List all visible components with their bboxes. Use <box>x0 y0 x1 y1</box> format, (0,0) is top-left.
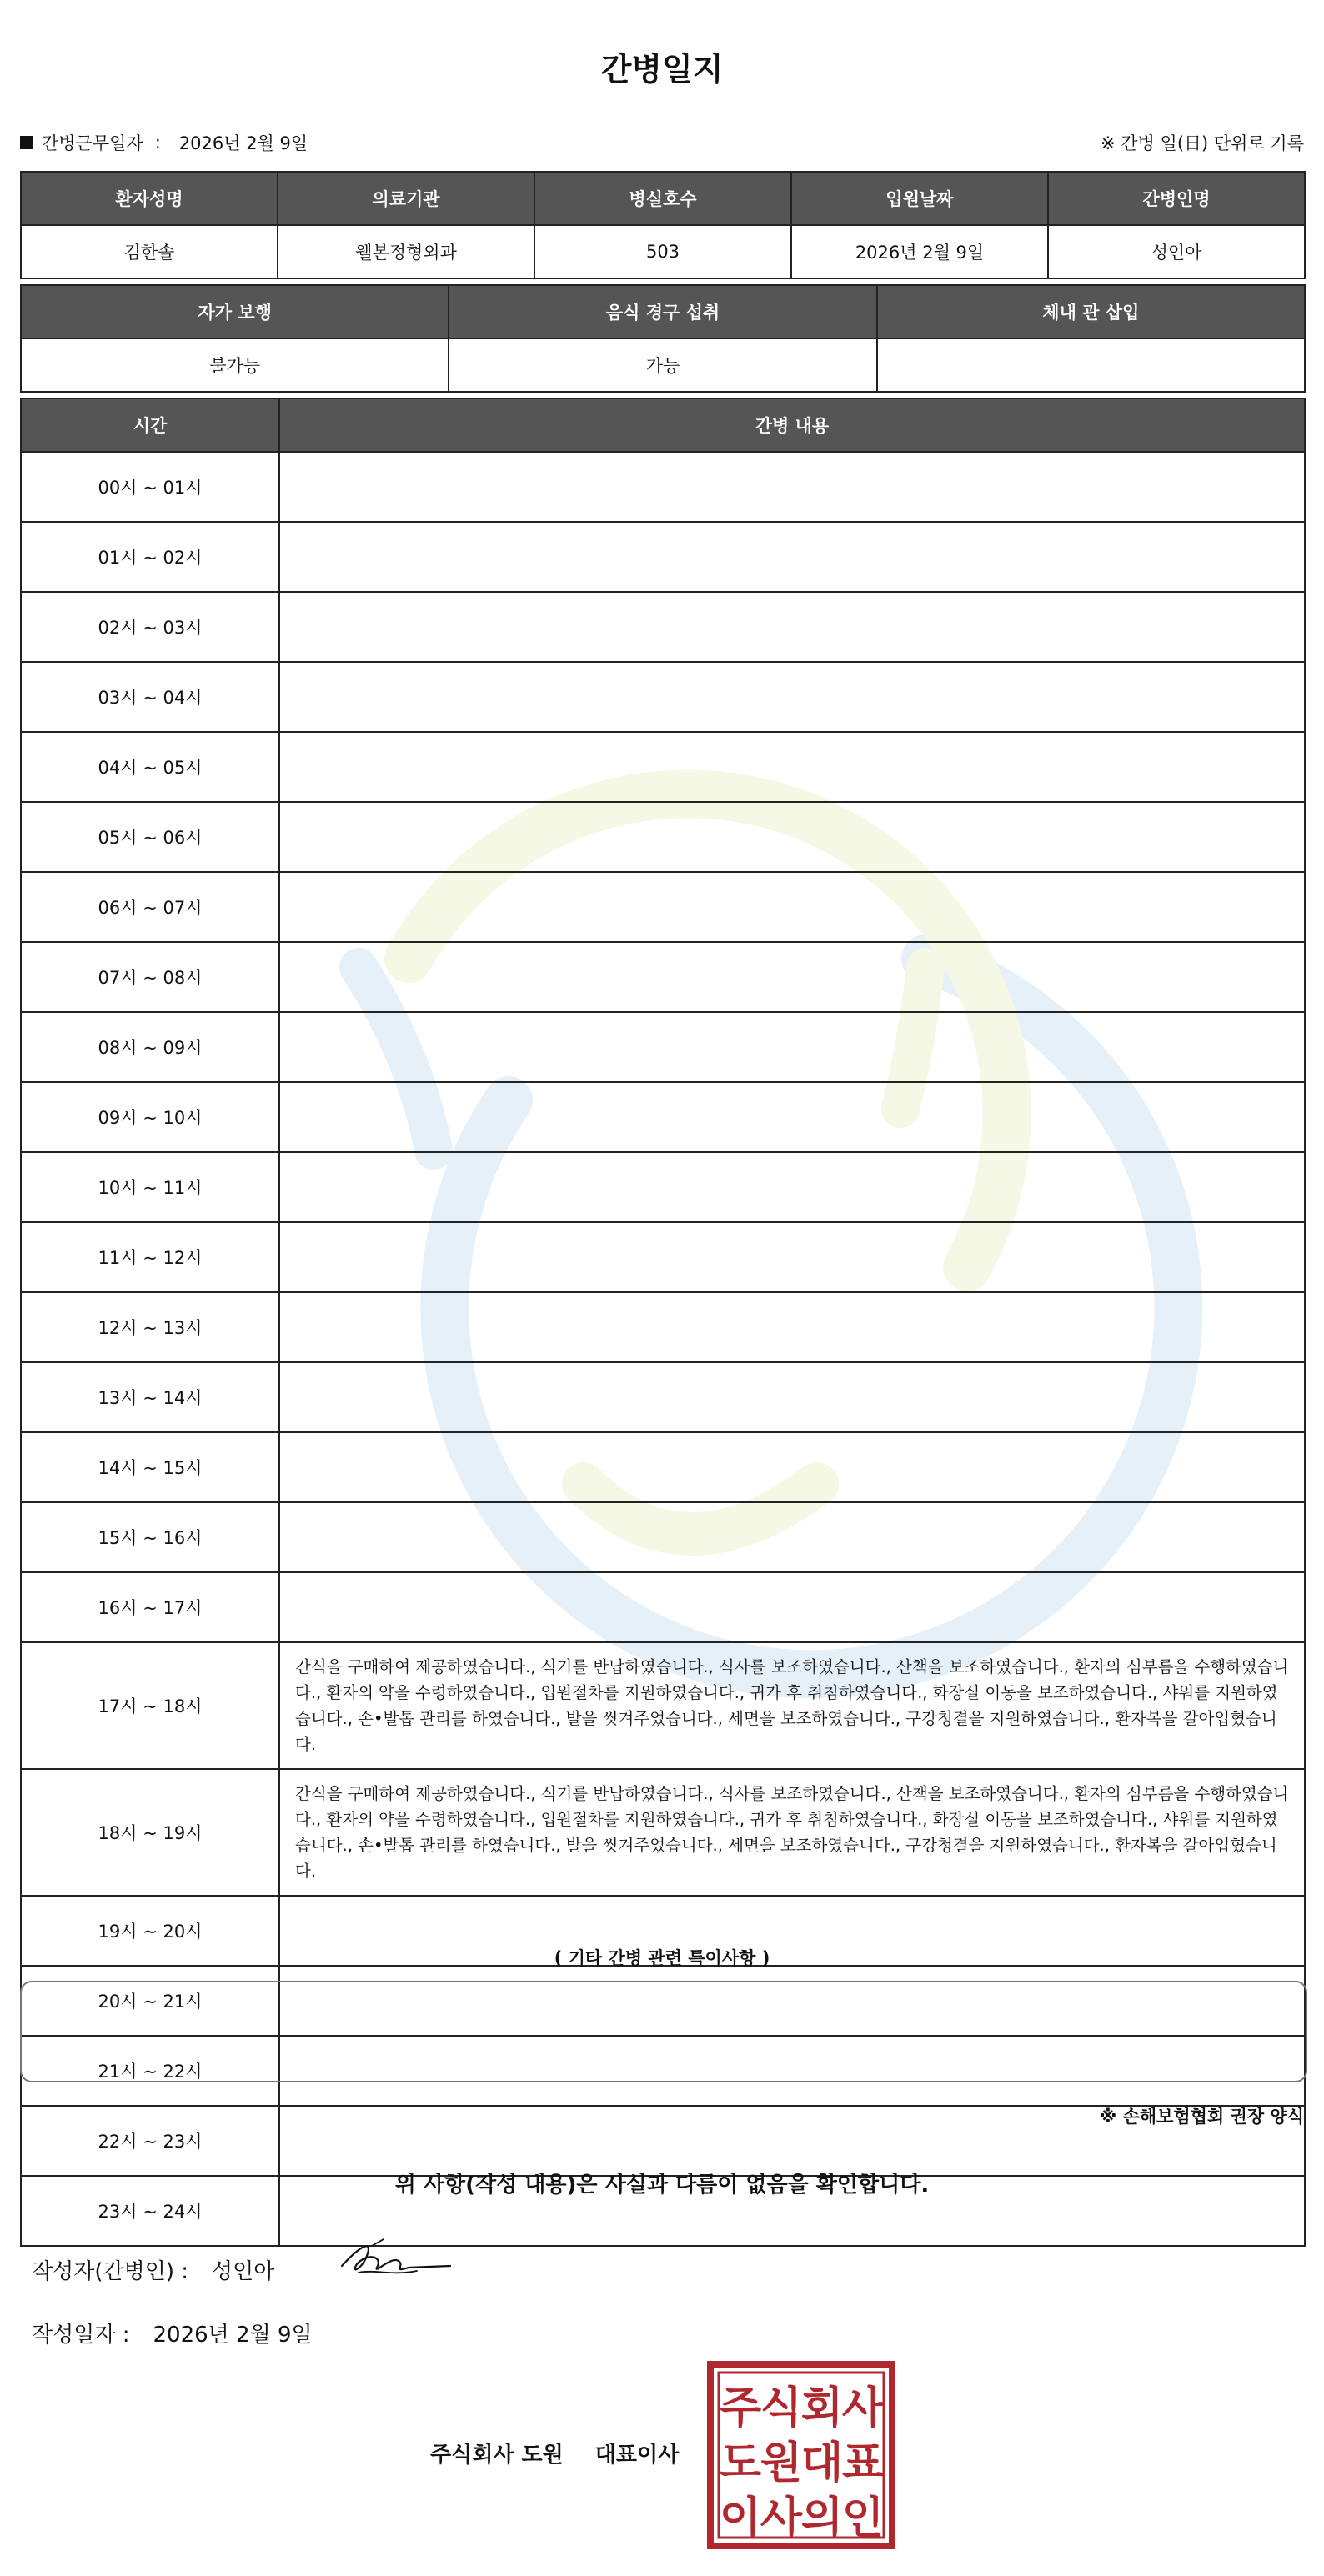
log-time: 13시 ~ 14시 <box>21 1362 279 1432</box>
log-content <box>279 1572 1305 1642</box>
seal-character: 원 <box>760 2438 803 2488</box>
log-time: 12시 ~ 13시 <box>21 1292 279 1362</box>
written-date-line <box>32 2318 313 2348</box>
seal-character: 식 <box>760 2383 803 2433</box>
log-row <box>21 662 1305 732</box>
log-content: 간식을 구매하여 제공하였습니다., 식기를 반납하였습니다., 식사를 보조하였습니다., 산책을 보조하였습니다., 환자의 심부름을 수행하였습니다., 환자의 약을 수령하였습니다., 입원절차를 지원하였습니다., 귀가 후 취침하였습니다., 화장실 이동을 보조하였습니다., 샤워를 지원하였습니다., 손•발톱 관리를 하였습니다., 발을 씻겨주었습니다., 세면을 보조하였습니다., 구강청결을 지원하였습니다., 환자복을 갈아입혔습니다. <box>279 1769 1305 1896</box>
seal-character: 의 <box>800 2493 844 2543</box>
log-content <box>279 592 1305 662</box>
seal-character: 대 <box>800 2438 844 2488</box>
log-row <box>21 1222 1305 1292</box>
log-time: 19시 ~ 20시 <box>21 1896 279 1966</box>
log-time: 05시 ~ 06시 <box>21 802 279 872</box>
log-content <box>279 872 1305 942</box>
log-time: 18시 ~ 19시 <box>21 1769 279 1896</box>
oral-intake-status: 가능 <box>449 338 876 392</box>
page-title: 간병일지 <box>600 51 724 88</box>
log-content <box>279 802 1305 872</box>
patient-name: 김한솔 <box>21 225 278 278</box>
seal-character: 사 <box>841 2383 885 2433</box>
written-date-label: 작성일자 : <box>32 2323 130 2348</box>
tube-status <box>877 338 1305 392</box>
log-row <box>21 592 1305 662</box>
log-content <box>279 662 1305 732</box>
seal-character: 사 <box>760 2493 803 2543</box>
log-content <box>279 452 1305 522</box>
log-time: 22시 ~ 23시 <box>21 2106 279 2176</box>
log-content <box>279 1222 1305 1292</box>
log-row <box>21 1292 1305 1362</box>
log-row <box>21 1082 1305 1152</box>
log-content <box>279 1082 1305 1152</box>
log-content <box>279 2036 1305 2106</box>
walking-status: 불가능 <box>21 338 449 392</box>
header-care-content: 간병 내용 <box>279 398 1305 452</box>
seal-character: 이 <box>719 2493 762 2543</box>
log-content <box>279 1966 1305 2036</box>
log-row <box>21 2106 1305 2176</box>
log-time: 08시 ~ 09시 <box>21 1012 279 1082</box>
log-row <box>21 942 1305 1012</box>
log-row <box>21 1642 1305 1769</box>
patient-status-table <box>20 284 1306 393</box>
seal-character: 표 <box>841 2438 885 2488</box>
patient-info-table <box>20 171 1306 279</box>
header-patient-name: 환자성명 <box>21 172 278 225</box>
care-date-label: 간병근무일자 <box>42 133 143 153</box>
log-row <box>21 802 1305 872</box>
care-date-value: 2026년 2월 9일 <box>178 133 308 153</box>
log-time: 21시 ~ 22시 <box>21 2036 279 2106</box>
log-row <box>21 452 1305 522</box>
log-time: 16시 ~ 17시 <box>21 1572 279 1642</box>
log-row <box>21 1152 1305 1222</box>
log-content <box>279 1502 1305 1572</box>
company-name: 주식회사 도원 <box>430 2443 564 2468</box>
log-time: 09시 ~ 10시 <box>21 1082 279 1152</box>
log-content <box>279 942 1305 1012</box>
recommend-note: ※ 손해보험협회 권장 양식 <box>1099 2107 1304 2127</box>
written-date-value: 2026년 2월 9일 <box>153 2323 313 2348</box>
writer-label: 작성자(간병인) : <box>32 2259 189 2284</box>
log-time: 01시 ~ 02시 <box>21 522 279 592</box>
log-row <box>21 522 1305 592</box>
header-oral-intake: 음식 경구 섭취 <box>449 285 876 338</box>
seal-character: 회 <box>800 2383 844 2433</box>
company-seal-stamp <box>707 2361 895 2549</box>
writer-line <box>32 2254 274 2285</box>
log-time: 04시 ~ 05시 <box>21 732 279 802</box>
record-unit-note: ※ 간병 일(日) 단위로 기록 <box>1101 133 1304 153</box>
log-time: 20시 ~ 21시 <box>21 1966 279 2036</box>
header-admission-date: 입원날짜 <box>791 172 1048 225</box>
log-time: 02시 ~ 03시 <box>21 592 279 662</box>
log-time: 03시 ~ 04시 <box>21 662 279 732</box>
log-time: 23시 ~ 24시 <box>21 2176 279 2246</box>
header-hospital: 의료기관 <box>278 172 534 225</box>
log-time: 11시 ~ 12시 <box>21 1222 279 1292</box>
admission-date: 2026년 2월 9일 <box>791 225 1048 278</box>
log-row <box>21 1572 1305 1642</box>
care-date <box>20 130 308 155</box>
log-row <box>21 1502 1305 1572</box>
log-content <box>279 1292 1305 1362</box>
log-time: 10시 ~ 11시 <box>21 1152 279 1222</box>
log-content <box>279 732 1305 802</box>
log-content <box>279 1896 1305 1966</box>
log-time: 14시 ~ 15시 <box>21 1432 279 1502</box>
care-date-colon: : <box>154 133 161 153</box>
log-time: 07시 ~ 08시 <box>21 942 279 1012</box>
bullet-square-icon <box>20 136 33 149</box>
log-content <box>279 522 1305 592</box>
seal-character: 인 <box>841 2493 885 2543</box>
header-caregiver: 간병인명 <box>1048 172 1305 225</box>
confirmation-statement: 위 사항(작성 내용)은 사실과 다름이 없음을 확인합니다. <box>394 2173 930 2198</box>
log-row <box>21 872 1305 942</box>
log-time: 00시 ~ 01시 <box>21 452 279 522</box>
writer-name: 성인아 <box>212 2259 275 2284</box>
company-line <box>430 2438 679 2468</box>
caregiver-name: 성인아 <box>1048 225 1305 278</box>
log-time: 17시 ~ 18시 <box>21 1642 279 1769</box>
log-content <box>279 1362 1305 1432</box>
log-content <box>279 2106 1305 2176</box>
log-row <box>21 1432 1305 1502</box>
seal-character: 도 <box>719 2438 762 2488</box>
log-content <box>279 2176 1305 2246</box>
special-notes-title: ( 기타 간병 관련 특이사항 ) <box>554 1948 770 1968</box>
log-content <box>279 1152 1305 1222</box>
log-content: 간식을 구매하여 제공하였습니다., 식기를 반납하였습니다., 식사를 보조하였습니다., 산책을 보조하였습니다., 환자의 심부름을 수행하였습니다., 환자의 약을 수령하였습니다., 입원절차를 지원하였습니다., 귀가 후 취침하였습니다., 화장실 이동을 보조하였습니다., 샤워를 지원하였습니다., 손•발톱 관리를 하였습니다., 발을 씻겨주었습니다., 세면을 보조하였습니다., 구강청결을 지원하였습니다., 환자복을 갈아입혔습니다. <box>279 1642 1305 1769</box>
header-room: 병실호수 <box>534 172 791 225</box>
header-walking: 자가 보행 <box>21 285 449 338</box>
log-row <box>21 1362 1305 1432</box>
log-row <box>21 1769 1305 1896</box>
log-time: 06시 ~ 07시 <box>21 872 279 942</box>
representative-label: 대표이사 <box>594 2443 680 2468</box>
seal-character: 주 <box>719 2383 762 2433</box>
header-tube: 체내 관 삽입 <box>877 285 1305 338</box>
log-time: 15시 ~ 16시 <box>21 1502 279 1572</box>
hospital-name: 웰본정형외과 <box>278 225 534 278</box>
log-content <box>279 1012 1305 1082</box>
log-content <box>279 1432 1305 1502</box>
room-number: 503 <box>534 225 791 278</box>
log-row <box>21 732 1305 802</box>
header-time: 시간 <box>21 398 279 452</box>
log-row <box>21 1012 1305 1082</box>
